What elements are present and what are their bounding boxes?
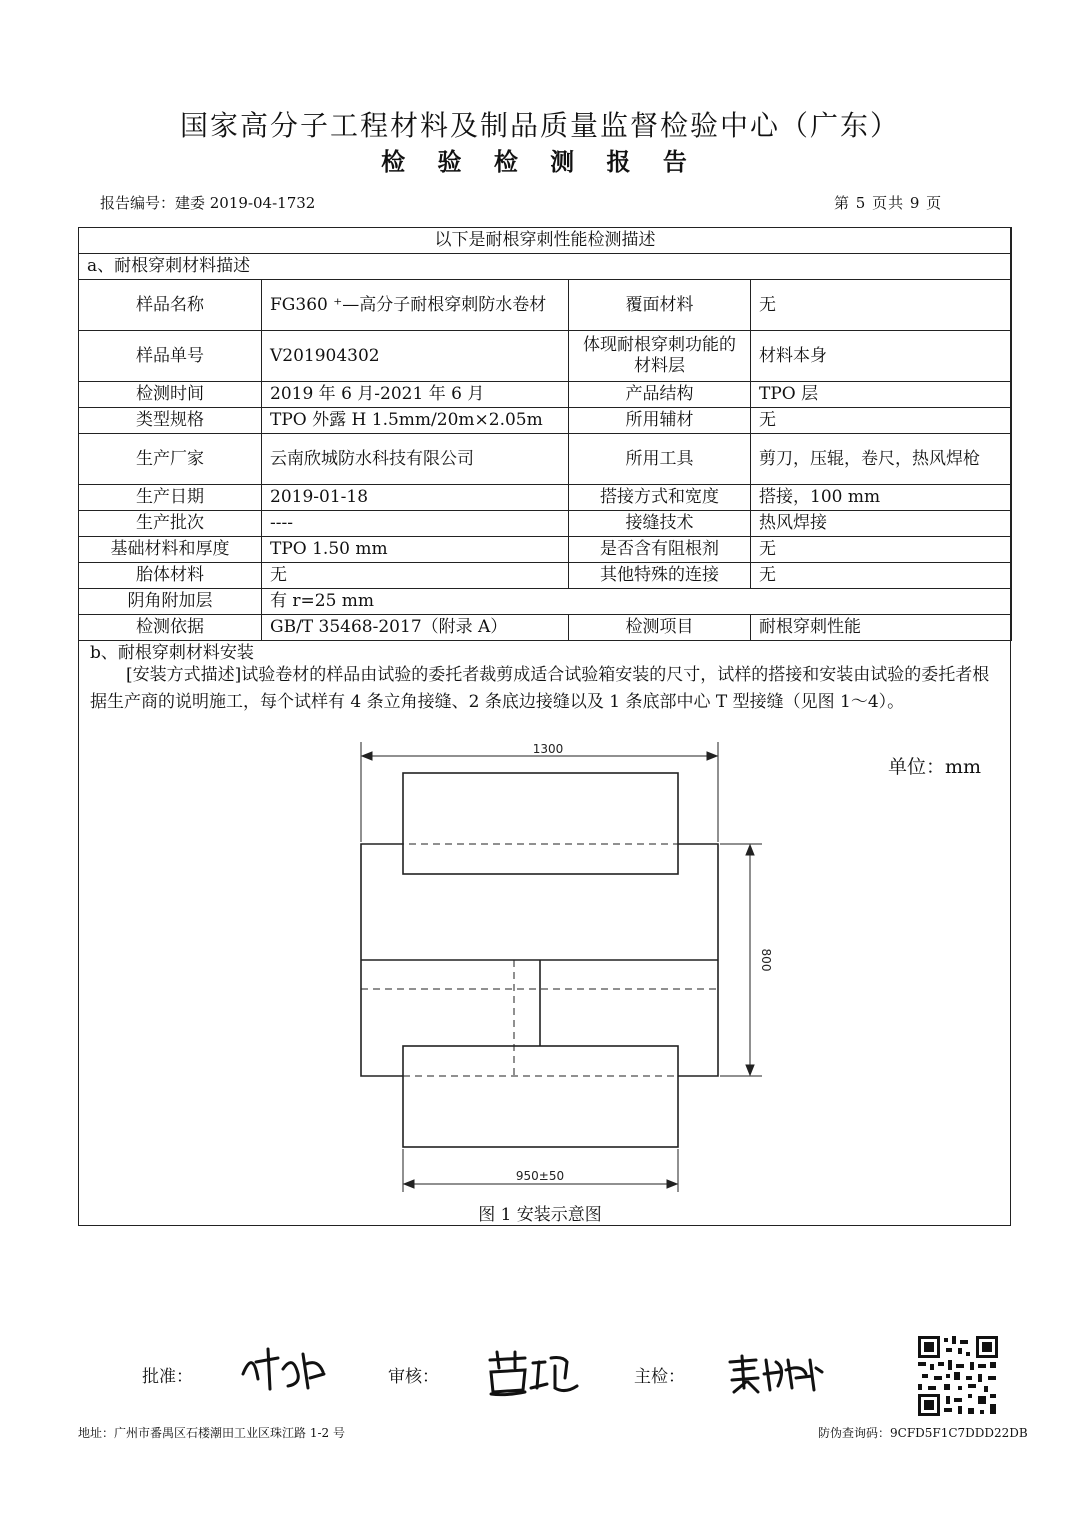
arrow-head bbox=[362, 752, 372, 760]
row-label: 其他特殊的连接 bbox=[569, 563, 751, 589]
row-label: 生产批次 bbox=[79, 511, 262, 537]
arrow-head bbox=[667, 1180, 677, 1188]
row-label: 产品结构 bbox=[569, 382, 751, 408]
install-description: [安装方式描述]试验卷材的样品由试验的委托者裁剪成适合试验箱安装的尺寸，试样的搭接和安装由试验的委托者根据生产商的说明施工，每个试样有 4 条立角接缝、2 条底边接缝以及 1 条底部中心 T 型接缝（见图 1～4）。 bbox=[90, 665, 990, 712]
row-label: 所用工具 bbox=[569, 434, 751, 485]
row-label: 生产厂家 bbox=[79, 434, 262, 485]
reviewer-signature bbox=[485, 1348, 580, 1398]
row-label: 体现耐根穿刺功能的材料层 bbox=[569, 331, 751, 382]
dim-width-label: 1300 bbox=[532, 742, 564, 756]
row-value: TPO 1.50 mm bbox=[262, 537, 569, 563]
row-value: TPO 层 bbox=[751, 382, 1012, 408]
row-value: 搭接，100 mm bbox=[751, 485, 1012, 511]
inspector-signature bbox=[726, 1352, 826, 1396]
org-title: 国家高分子工程材料及制品质量监督检验中心（广东） bbox=[179, 109, 900, 142]
row-value: 耐根穿刺性能 bbox=[751, 615, 1012, 641]
row-label: 基础材料和厚度 bbox=[79, 537, 262, 563]
review-label: 审核： bbox=[388, 1367, 439, 1387]
row-label: 检测项目 bbox=[569, 615, 751, 641]
row-label: 检测依据 bbox=[79, 615, 262, 641]
row-value: 云南欣城防水科技有限公司 bbox=[262, 434, 569, 485]
row-label: 阴角附加层 bbox=[79, 589, 262, 615]
table-heading: 以下是耐根穿刺性能检测描述 bbox=[79, 228, 1012, 254]
row-label: 是否含有阻根剂 bbox=[569, 537, 751, 563]
row-value: 无 bbox=[751, 537, 1012, 563]
arrow-head bbox=[707, 752, 717, 760]
arrow-head bbox=[404, 1180, 414, 1188]
row-label: 搭接方式和宽度 bbox=[569, 485, 751, 511]
row-label: 胎体材料 bbox=[79, 563, 262, 589]
row-value: FG360 ⁺—高分子耐根穿刺防水卷材 bbox=[262, 280, 569, 331]
row-value: ---- bbox=[262, 511, 569, 537]
row-value: TPO 外露 H 1.5mm/20m×2.05m bbox=[262, 408, 569, 434]
dim-bottom-label: 950±50 bbox=[515, 1169, 565, 1183]
arrow-head bbox=[746, 845, 754, 855]
report-title: 检 验 检 测 报 告 bbox=[381, 147, 699, 176]
row-value: 无 bbox=[751, 280, 1012, 331]
row-label: 样品名称 bbox=[79, 280, 262, 331]
row-value: 无 bbox=[751, 408, 1012, 434]
page-info: 第 5 页共 9 页 bbox=[834, 194, 943, 212]
row-label: 样品单号 bbox=[79, 331, 262, 382]
section-a-title: a、耐根穿刺材料描述 bbox=[79, 254, 1012, 280]
row-value: 剪刀，压辊，卷尺，热风焊枪 bbox=[751, 434, 1012, 485]
row-label: 覆面材料 bbox=[569, 280, 751, 331]
unit-label: 单位：mm bbox=[888, 756, 982, 778]
row-value: V201904302 bbox=[262, 331, 569, 382]
row-label: 检测时间 bbox=[79, 382, 262, 408]
row-label: 接缝技术 bbox=[569, 511, 751, 537]
inspect-label: 主检： bbox=[634, 1367, 685, 1387]
qr-code bbox=[916, 1334, 1000, 1418]
row-label: 类型规格 bbox=[79, 408, 262, 434]
top-panel bbox=[403, 773, 678, 874]
approver-signature bbox=[238, 1344, 328, 1394]
row-value: 2019 年 6 月-2021 年 6 月 bbox=[262, 382, 569, 408]
section-b-title: b、耐根穿刺材料安装 bbox=[90, 643, 254, 663]
row-value: 无 bbox=[751, 563, 1012, 589]
approve-label: 批准： bbox=[142, 1367, 193, 1387]
row-value: GB/T 35468-2017（附录 A） bbox=[262, 615, 569, 641]
row-value: 热风焊接 bbox=[751, 511, 1012, 537]
row-label: 所用辅材 bbox=[569, 408, 751, 434]
row-value: 材料本身 bbox=[751, 331, 1012, 382]
footer-address: 地址：广州市番禺区石楼潮田工业区珠江路 1-2 号 bbox=[78, 1426, 345, 1440]
bottom-panel bbox=[403, 1046, 678, 1147]
row-label: 生产日期 bbox=[79, 485, 262, 511]
report-number: 报告编号：建委 2019-04-1732 bbox=[100, 194, 316, 212]
dim-height-label: 800 bbox=[759, 948, 773, 972]
verify-code: 防伪查询码：9CFD5F1C7DDD22DB bbox=[818, 1426, 1028, 1440]
figure-caption: 图 1 安装示意图 bbox=[478, 1205, 602, 1225]
row-value: 无 bbox=[262, 563, 569, 589]
row-value: 2019-01-18 bbox=[262, 485, 569, 511]
row-value: 有 r=25 mm bbox=[262, 589, 1012, 615]
arrow-head bbox=[746, 1065, 754, 1075]
